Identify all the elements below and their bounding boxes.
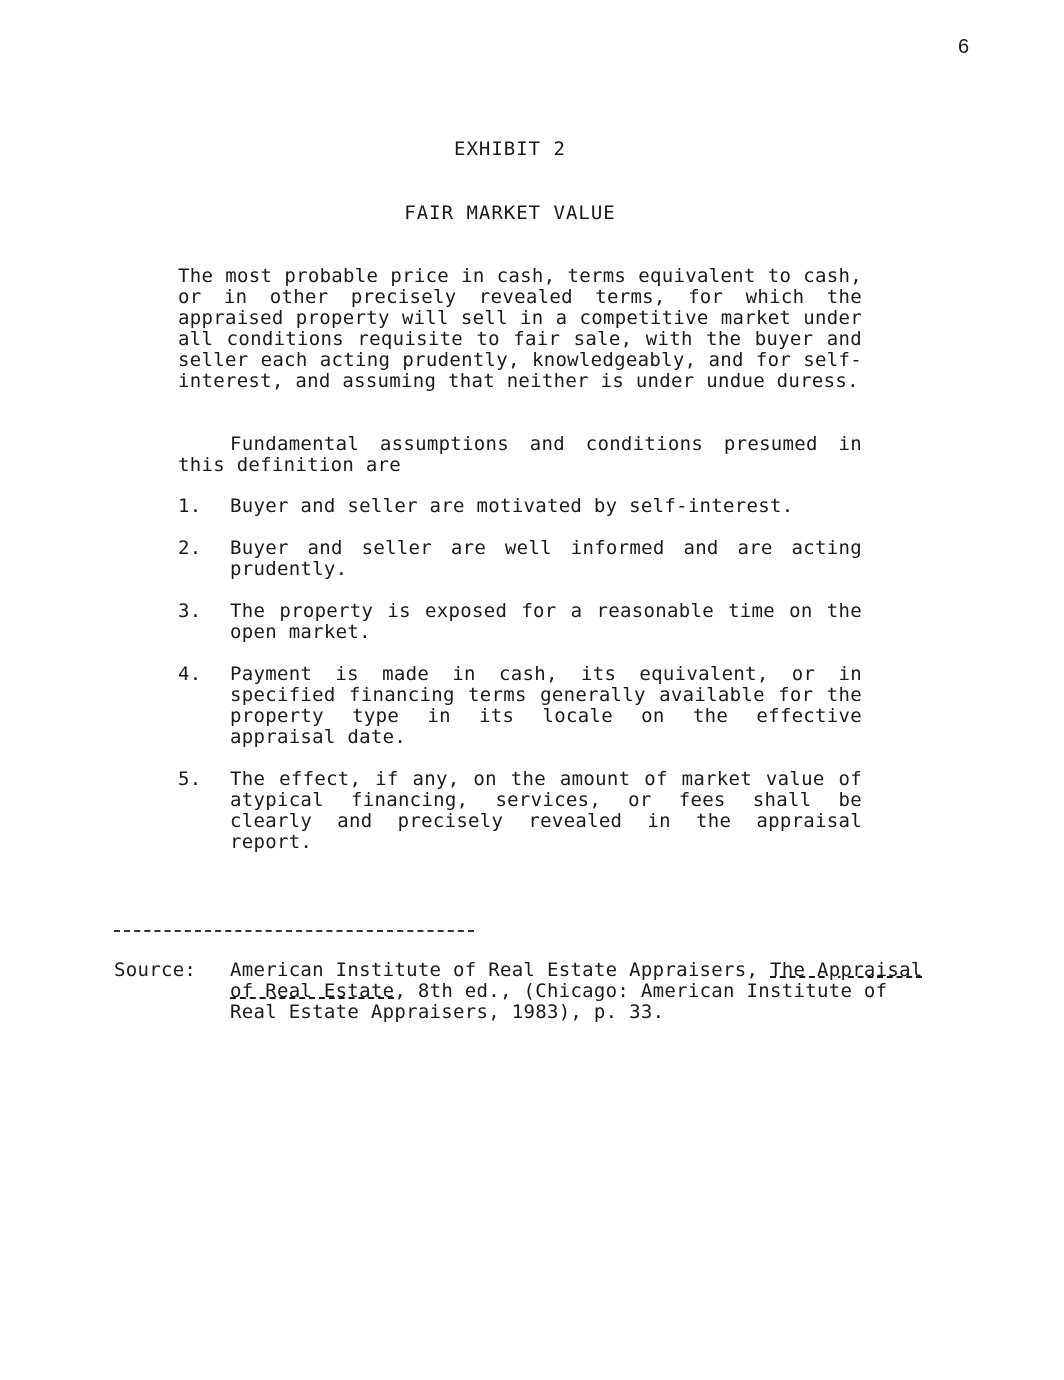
section-title: FAIR MARKET VALUE <box>404 202 616 224</box>
source-details: , 8th ed., (Chicago: American Institute of Real Estate Appraisers, 1983), p. 33. <box>230 980 888 1023</box>
list-item-number: 2. <box>178 537 202 559</box>
list-item-text: The effect, if any, on the amount of market value of atypical financing, services, or fees shall be clearly and precisely revealed in the appraisal report. <box>230 768 862 853</box>
list-item-number: 5. <box>178 768 202 790</box>
list-item <box>178 496 862 517</box>
list-item-number: 4. <box>178 663 202 685</box>
definition-paragraph: The most probable price in cash, terms equivalent to cash, or in other precisely revealed terms, for which the appraised property will sell in a competitive market under all conditions requisite to fair sale, with the buyer and seller each acting prudently, knowledgeably, and for self-interest, and assuming that neither is under undue duress. <box>178 265 862 392</box>
source-book-title: The Appraisal of Real Estate <box>230 959 923 1002</box>
list-item-number: 1. <box>178 495 202 517</box>
source-label: Source: <box>114 959 197 981</box>
source-body <box>230 960 934 1023</box>
list-item-text: The property is exposed for a reasonable time on the open market. <box>230 600 862 643</box>
list-item-text: Buyer and seller are motivated by self-interest. <box>230 495 794 517</box>
list-item <box>178 538 862 580</box>
list-item-text: Buyer and seller are well informed and are acting prudently. <box>230 537 862 580</box>
exhibit-title: EXHIBIT 2 <box>454 138 566 160</box>
list-item <box>178 601 862 643</box>
footnote-divider <box>114 930 474 932</box>
page-number: 6 <box>958 36 970 58</box>
list-item <box>178 664 862 748</box>
assumption-list <box>178 496 862 874</box>
list-item-number: 3. <box>178 600 202 622</box>
source-author: American Institute of Real Estate Appraisers, <box>230 959 759 981</box>
source-citation <box>114 960 934 1023</box>
assumptions-intro: Fundamental assumptions and conditions presumed in this definition are <box>178 433 862 476</box>
list-item-text: Payment is made in cash, its equivalent, or in specified financing terms generally available for the property type in its locale on the effective appraisal date. <box>230 663 862 748</box>
list-item <box>178 769 862 853</box>
